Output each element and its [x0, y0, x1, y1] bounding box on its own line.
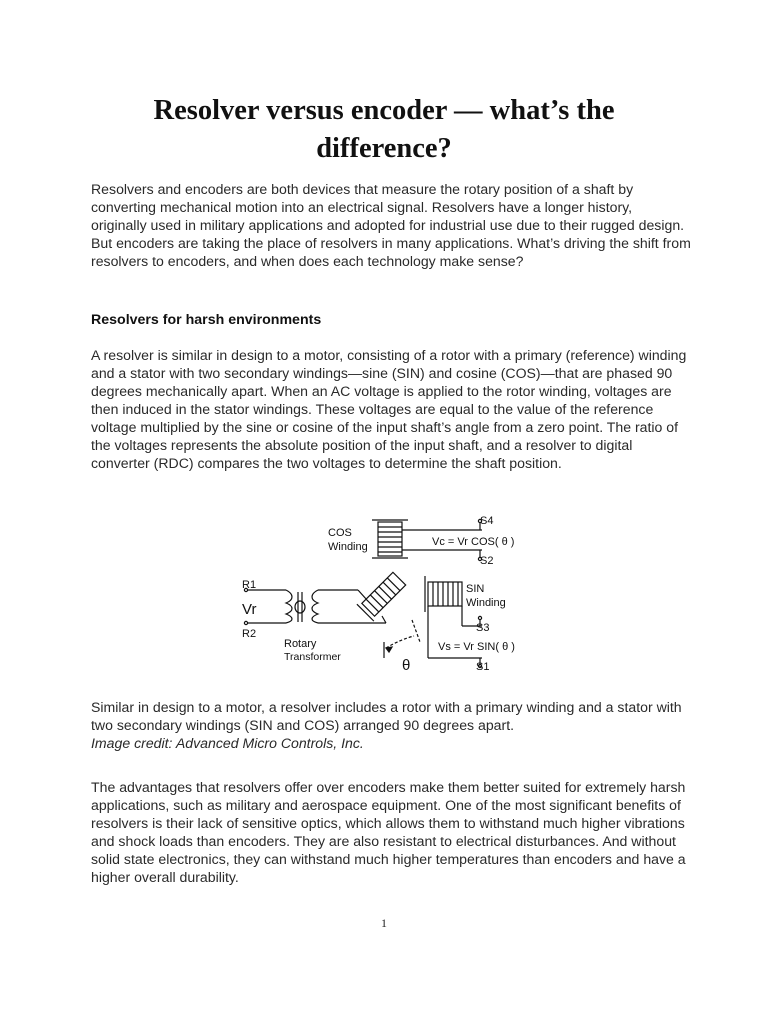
label-theta: θ: [402, 657, 411, 674]
label-s2: S2: [480, 555, 494, 567]
label-vc-equation: Vc = Vr COS( θ ): [432, 536, 515, 548]
figure-credit: Image credit: Advanced Micro Controls, Inc.: [91, 735, 364, 751]
cos-winding-coil: [372, 520, 408, 558]
advantages-paragraph: The advantages that resolvers offer over encoders make them better suited for extremely harsh applications, such as military and aerospace equipment. One of the most significant benefits of resolvers is their lack of sensitive optics, which allows them to withstand much higher vibrations and shock loads than encoders. They are also resistant to electrical disturbances. And without solid state electronics, they can withstand much higher temperatures than encoders and have a higher overall durability.: [91, 779, 686, 885]
page-number: 1: [381, 916, 387, 930]
label-sin: SIN: [466, 583, 485, 595]
document-title: Resolver versus encoder — what’s the difference?: [153, 95, 615, 164]
figure-caption: [91, 698, 691, 752]
label-s4: S4: [480, 515, 494, 527]
label-vs-equation: Vs = Vr SIN( θ ): [438, 641, 515, 653]
label-vr: Vr: [242, 601, 257, 618]
label-sin-winding: Winding: [466, 597, 506, 609]
label-transformer: Transformer: [284, 651, 341, 663]
figure-caption-text: Similar in design to a motor, a resolver includes a rotor with a primary winding and a stator with two secondary windings (SIN and COS) arranged 90 degrees apart.: [91, 699, 682, 733]
label-r1: R1: [242, 579, 257, 591]
section-heading: Resolvers for harsh environments: [91, 312, 322, 328]
label-cos: COS: [328, 527, 352, 539]
intro-paragraph: Resolvers and encoders are both devices that measure the rotary position of a shaft by converting mechanical motion into an electrical signal. Resolvers have a longer history, originally used in military applications and adopted for industrial use due to their rugged design. But encoders are taking the place of resolvers in many applications. What’s driving the shift from resolvers to encoders, and when does each technology make sense?: [91, 181, 691, 269]
label-rotary: Rotary: [284, 638, 317, 650]
rotary-transformer: [286, 590, 318, 623]
label-r2: R2: [242, 628, 257, 640]
resolver-diagram: [236, 510, 536, 680]
label-cos-winding: Winding: [328, 541, 368, 553]
label-s1: S1: [476, 661, 490, 673]
resolver-description-paragraph: A resolver is similar in design to a motor, consisting of a rotor with a primary (reference) winding and a stator with two secondary windings—sine (SIN) and cosine (COS)—that are phased 90 degrees mechanically apart. When an AC voltage is applied to the rotor winding, voltages are then induced in the stator windings. These voltages are equal to the value of the reference voltage multiplied by the sine or cosine of the input shaft’s angle from a zero point. The ratio of the voltages represents the absolute position of the input shaft, and a resolver to digital converter (RDC) compares the two voltages to determine the shaft position.: [91, 347, 687, 471]
label-s3: S3: [476, 622, 490, 634]
sin-winding-coil: [425, 576, 462, 612]
angle-indicator: [384, 620, 420, 658]
rotor-winding-coil: [357, 570, 408, 621]
